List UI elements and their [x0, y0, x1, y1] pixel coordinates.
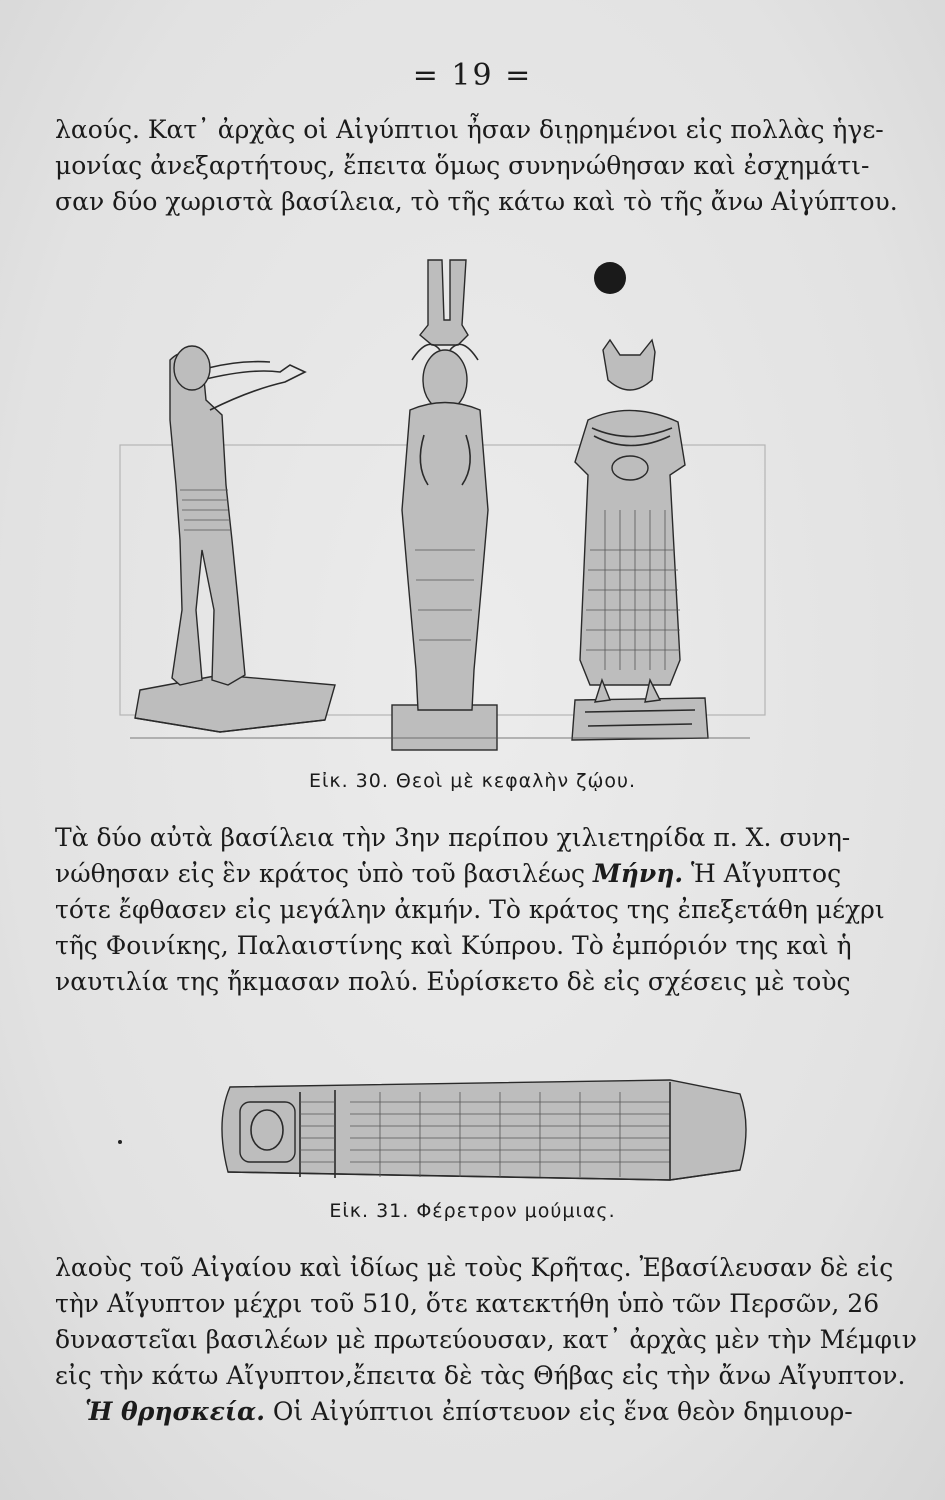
text-line: τὴν Αἴγυπτον μέχρι τοῦ 510, ὅτε κατεκτήθη ὑπὸ τῶν Περσῶν, 26 [55, 1289, 880, 1318]
text-line: λαούς. Κατ᾽ ἀρχὰς οἱ Αἰγύπτιοι ἦσαν διῃρημένοι εἰς πολλὰς ἡγε- [55, 115, 884, 144]
text-line: σαν δύο χωριστὰ βασίλεια, τὸ τῆς κάτω καὶ τὸ τῆς ἄνω Αἰγύπτου. [55, 187, 898, 216]
text-line: λαοὺς τοῦ Αἰγαίου καὶ ἰδίως μὲ τοὺς Κρῆτας. Ἐβασίλευσαν δὲ εἰς [55, 1253, 894, 1282]
statue-right [572, 340, 708, 740]
text-span: Ἡ Αἴγυπτος [691, 859, 842, 888]
text-line [55, 856, 842, 892]
text-line [85, 1394, 853, 1430]
paragraph-religion [85, 1394, 853, 1430]
text-line: Τὰ δύο αὐτὰ βασίλεια τὴν 3ην περίπου χιλιετηρίδα π. Χ. συνη- [55, 823, 851, 852]
figure-30-illustration [110, 250, 770, 760]
king-name: Μήνη. [593, 859, 684, 888]
section-heading: Ἡ θρησκεία. [85, 1397, 265, 1426]
figure-31-illustration [200, 1062, 760, 1192]
text-line: τῆς Φοινίκης, Παλαιστίνης καὶ Κύπρου. Τὸ ἐμπόριόν της καὶ ἡ [55, 931, 852, 960]
page-number: = 19 = [412, 58, 533, 93]
figure-30-caption: Εἰκ. 30. Θεοὶ μὲ κεφαλὴν ζῴου. [308, 770, 637, 792]
paragraph-intro [55, 112, 898, 220]
text-line: εἰς τὴν κάτω Αἴγυπτον,ἔπειτα δὲ τὰς Θήβας εἰς τὴν ἄνω Αἴγυπτον. [55, 1361, 906, 1390]
statue-left [135, 346, 335, 732]
statue-center [392, 260, 497, 750]
text-span: νώθησαν εἰς ἓν κράτος ὑπὸ τοῦ βασιλέως [55, 859, 586, 888]
text-line: ναυτιλία της ἤκμασαν πολύ. Εὑρίσκετο δὲ εἰς σχέσεις μὲ τοὺς [55, 967, 851, 996]
text-line: μονίας ἀνεξαρτήτους, ἔπειτα ὅμως συνηνώθησαν καὶ ἐσχημάτι- [55, 151, 870, 180]
paragraph-dynasties [55, 1250, 917, 1394]
paragraph-kingdoms [55, 820, 885, 1000]
text-line: δυναστεῖαι βασιλέων μὲ πρωτεύουσαν, κατ᾽ ἀρχὰς μὲν τὴν Μέμφιν [55, 1325, 917, 1354]
figure-31-caption: Εἰκ. 31. Φέρετρον μούμιας. [329, 1200, 616, 1222]
text-span: Οἱ Αἰγύπτιοι ἐπίστευον εἰς ἕνα θεὸν δημιουρ- [272, 1397, 853, 1426]
text-line: τότε ἔφθασεν εἰς μεγάλην ἀκμήν. Τὸ κράτος της ἐπεξετάθη μέχρι [55, 895, 885, 924]
